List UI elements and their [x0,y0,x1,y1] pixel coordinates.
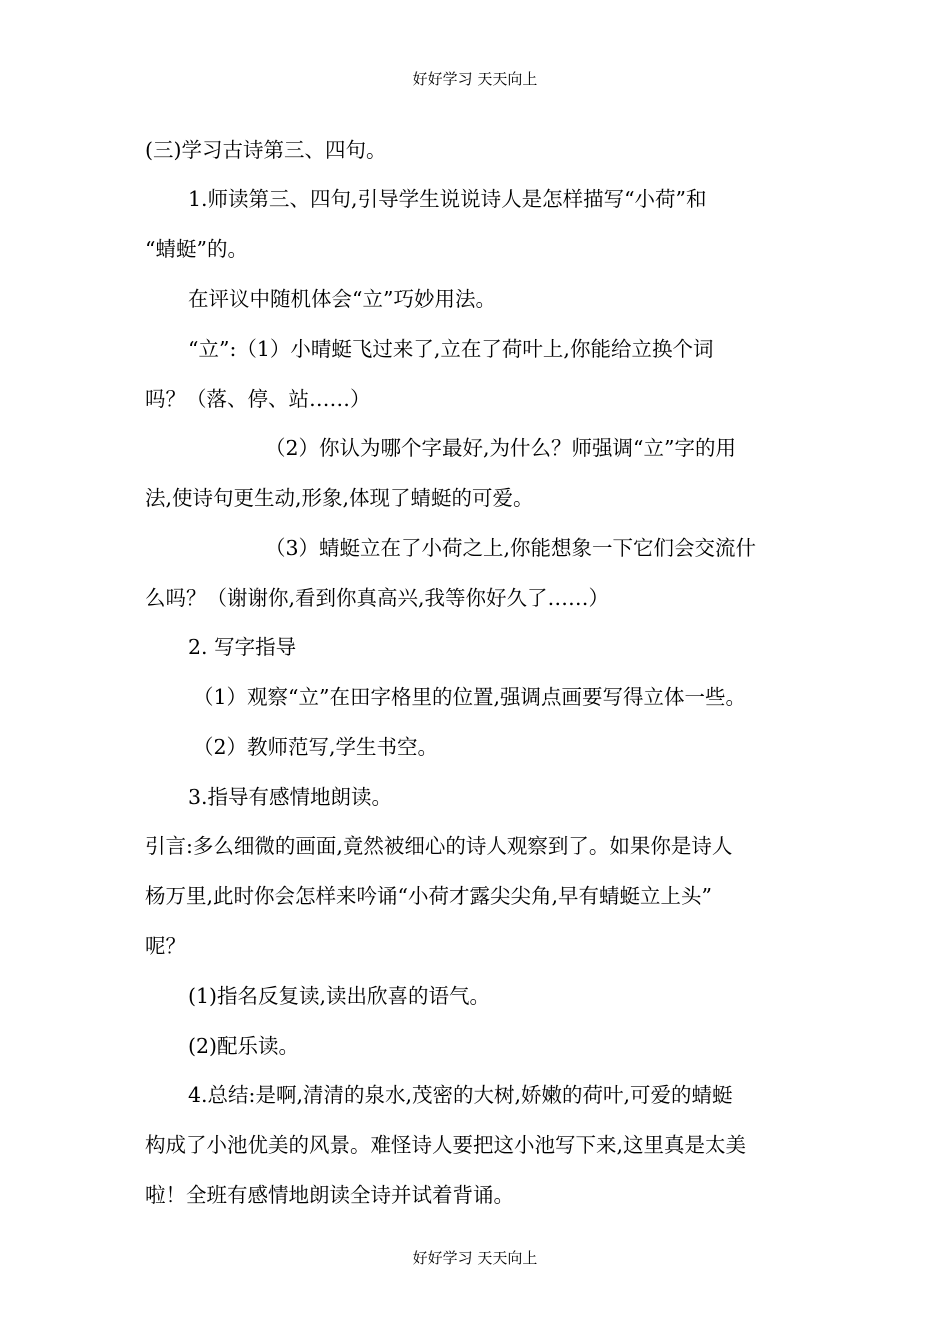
paragraph-line: 啦！全班有感情地朗读全诗并试着背诵。 [145,1183,514,1207]
paragraph-line: 杨万里,此时你会怎样来吟诵“小荷才露尖尖角,早有蜻蜓立上头” [145,884,712,908]
paragraph-line: （1）观察“立”在田字格里的位置,强调点画要写得立体一些。 [193,685,747,709]
paragraph-line: 么吗？（谢谢你,看到你真高兴,我等你好久了……） [145,586,610,610]
paragraph-line: 吗？（落、停、站……） [145,387,371,411]
paragraph-line: 4.总结:是啊,清清的泉水,茂密的大树,娇嫩的荷叶,可爱的蜻蜓 [188,1083,733,1107]
paragraph-line: 构成了小池优美的风景。难怪诗人要把这小池写下来,这里真是太美 [145,1133,747,1157]
paragraph-line: （2）教师范写,学生书空。 [193,735,439,759]
paragraph-line: 2. 写字指导 [188,635,297,659]
paragraph-line: 呢？ [145,934,186,958]
paragraph-line: （2）你认为哪个字最好,为什么？师强调“立”字的用 [265,436,737,460]
paragraph-line: 引言:多么细微的画面,竟然被细心的诗人观察到了。如果你是诗人 [145,834,733,858]
section-heading: (三)学习古诗第三、四句。 [145,138,387,162]
paragraph-line: 在评议中随机体会“立”巧妙用法。 [188,287,496,311]
page-header: 好好学习 天天向上 [412,70,538,88]
paragraph-line: 法,使诗句更生动,形象,体现了蜻蜓的可爱。 [145,486,534,510]
page-footer: 好好学习 天天向上 [412,1249,538,1267]
paragraph-line: “立”:（1）小晴蜓飞过来了,立在了荷叶上,你能给立换个词 [188,337,714,361]
paragraph-line: （3）蜻蜓立在了小荷之上,你能想象一下它们会交流什 [265,536,757,560]
paragraph-line: 1.师读第三、四句,引导学生说说诗人是怎样描写“小荷”和 [188,187,707,211]
paragraph-line: (1)指名反复读,读出欣喜的语气。 [188,984,491,1008]
paragraph-line: 3.指导有感情地朗读。 [188,785,393,809]
paragraph-line: “蜻蜓”的。 [145,237,248,261]
paragraph-line: (2)配乐读。 [188,1034,300,1058]
